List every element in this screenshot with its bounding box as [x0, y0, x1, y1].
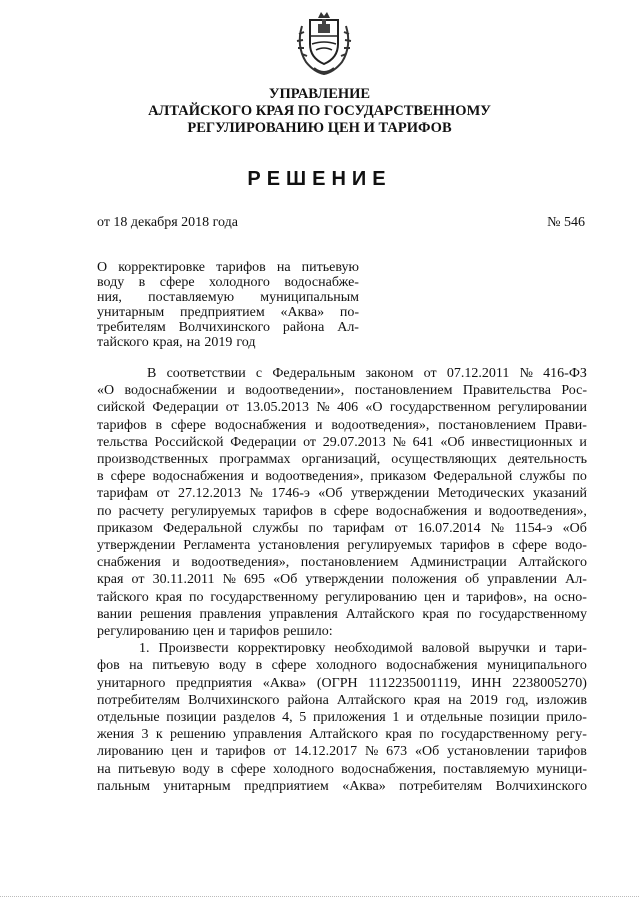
word: управлении: [487, 572, 558, 588]
body-line: [97, 417, 587, 434]
word: сфере: [159, 275, 195, 290]
word: по-: [339, 305, 359, 320]
word: об: [465, 572, 480, 588]
word: №: [222, 572, 236, 588]
word: водоснабже-: [284, 275, 359, 290]
document-date: от 18 декабря 2018 года: [97, 215, 238, 230]
word: холодного: [209, 275, 270, 290]
word: Волчихинского: [178, 320, 270, 335]
word: от: [225, 400, 239, 416]
word: и: [250, 469, 259, 485]
word: холодного: [273, 761, 334, 777]
word: водоотведения»,: [331, 417, 430, 433]
word: предприятием: [180, 305, 265, 320]
word: в: [155, 417, 163, 433]
word: Ал-: [565, 572, 587, 588]
word: 641: [412, 434, 434, 450]
word: унитарного: [97, 675, 166, 691]
page-bottom-rule: [0, 896, 639, 897]
word: к: [155, 727, 163, 743]
word: водоотведении»,: [245, 383, 345, 399]
word: сфере: [110, 469, 146, 485]
word: 2019: [469, 692, 498, 708]
word: №: [316, 400, 330, 416]
word: год: [236, 335, 256, 350]
word: муниципальным: [260, 290, 359, 305]
word: по: [572, 469, 587, 485]
agency-line: АЛТАЙСКОГО КРАЯ ПО ГОСУДАРСТВЕННОМУ: [148, 103, 491, 119]
word: 406: [337, 400, 359, 416]
word: от: [273, 744, 287, 760]
word: деятельность: [507, 452, 587, 468]
word: положения: [391, 572, 457, 588]
word: водоотведения»,: [265, 469, 364, 485]
word: края: [155, 589, 183, 605]
word: муници-: [536, 761, 587, 777]
word: Федерации: [152, 400, 219, 416]
word: Российской: [154, 434, 224, 450]
word: водоотведения»,: [191, 555, 290, 571]
word: в: [497, 538, 505, 554]
word: 2238005270): [512, 675, 587, 691]
document-subject: [97, 260, 359, 350]
word: установления: [258, 538, 340, 554]
word: постановлением: [354, 383, 453, 399]
body-line: [97, 675, 587, 692]
word: 695: [244, 572, 266, 588]
word: цен: [171, 744, 193, 760]
word: «Об: [273, 572, 298, 588]
word: по: [97, 503, 112, 519]
word: корректировке: [118, 260, 206, 275]
word: позиции: [166, 710, 217, 726]
word: тарифов: [229, 624, 280, 640]
word: по: [188, 589, 204, 605]
word: района: [282, 320, 325, 335]
word: тарифам: [333, 520, 385, 536]
word: водоснабжения: [386, 658, 478, 674]
word: цен: [192, 624, 215, 640]
word: необходимой: [334, 641, 413, 657]
body-line: [97, 485, 587, 502]
coat-of-arms-emblem: [292, 6, 356, 76]
word: вании: [97, 606, 133, 622]
word: сийской: [97, 400, 145, 416]
word: Методических: [437, 486, 525, 502]
word: 13.05.2013: [246, 400, 310, 416]
word: регулировании: [498, 400, 587, 416]
word: «Об: [415, 744, 440, 760]
body-line: [97, 589, 587, 606]
word: воду: [182, 761, 210, 777]
word: сфере: [333, 503, 369, 519]
word: Ал-: [337, 320, 359, 335]
word: выручки: [478, 641, 530, 657]
word: приказом: [97, 520, 153, 536]
word: расчету: [118, 503, 164, 519]
word: решению: [170, 727, 226, 743]
word: Произвести: [158, 641, 229, 657]
word: от: [303, 434, 316, 450]
word: по: [308, 520, 324, 536]
body-line: [97, 761, 587, 778]
word: холодного: [315, 658, 377, 674]
word: тарифов: [440, 538, 490, 554]
word: утверждении: [350, 486, 430, 502]
word: соответствии: [166, 366, 246, 381]
word: тайского: [97, 335, 149, 350]
word: тарифов: [537, 744, 587, 760]
word: потребителям: [399, 778, 483, 794]
word: в: [217, 761, 224, 777]
word: ИНН: [471, 675, 502, 691]
body-line: [97, 468, 587, 485]
word: тайского: [97, 589, 149, 605]
word: унитарным: [163, 778, 231, 794]
body-line: [97, 365, 587, 382]
word: питьевую: [152, 658, 210, 674]
word: государственному: [479, 606, 587, 622]
word: Волчихинского: [188, 692, 280, 708]
word: воду: [218, 658, 247, 674]
word: регулированию: [325, 589, 418, 605]
subject-line: [97, 290, 359, 305]
word: 29.07.2013: [322, 434, 386, 450]
word: водоснабжения: [152, 469, 244, 485]
word: в: [319, 503, 327, 519]
word: сфере: [230, 761, 266, 777]
word: «Об: [562, 520, 587, 536]
word: корректировку: [237, 641, 326, 657]
word: «Аква»: [280, 305, 325, 320]
word: Федеральным: [272, 366, 356, 381]
word: регулируемых: [171, 503, 257, 519]
word: позиции: [489, 710, 540, 726]
word: на: [186, 335, 201, 350]
word: тарифов: [97, 417, 147, 433]
agency-name: [0, 86, 639, 137]
word: год,: [505, 692, 529, 708]
subject-line: [97, 275, 359, 290]
word: №: [249, 486, 263, 502]
word: Прави-: [544, 417, 587, 433]
word: №: [519, 366, 533, 381]
word: законом: [365, 366, 414, 381]
word: отдельные: [97, 710, 160, 726]
word: управления: [233, 727, 302, 743]
word: управления: [269, 606, 338, 622]
word: организаций,: [301, 452, 381, 468]
word: 14.12.2017: [294, 744, 358, 760]
word: «О: [97, 383, 115, 399]
word: Администрации: [409, 555, 507, 571]
word: приложения: [312, 710, 386, 726]
word: установлении: [447, 744, 530, 760]
word: тельства: [97, 434, 148, 450]
word: края,: [152, 335, 183, 350]
word: постановлением: [300, 555, 399, 571]
word: программах: [219, 452, 291, 468]
word: воду: [97, 275, 125, 290]
document-body: [97, 365, 587, 795]
subject-line: [97, 260, 359, 275]
word: и: [452, 589, 460, 605]
word: государственному: [210, 589, 319, 605]
word: и: [218, 624, 226, 640]
subject-line: [97, 335, 359, 350]
word: потребителям: [97, 692, 181, 708]
body-line: [97, 778, 587, 795]
word: изложив: [536, 692, 587, 708]
word: тарифам: [97, 486, 149, 502]
word: тарифов: [215, 744, 266, 760]
word: водоснабжения: [375, 503, 468, 519]
word: по: [419, 727, 434, 743]
body-line: [97, 623, 587, 640]
body-line: [97, 399, 587, 416]
body-line: [97, 382, 587, 399]
word: предприятия: [175, 675, 253, 691]
word: службы: [519, 469, 566, 485]
word: тарифов: [263, 503, 313, 519]
word: 3: [141, 727, 149, 743]
word: водоснабжения: [214, 417, 307, 433]
word: от: [423, 366, 437, 381]
word: «Аква»: [262, 675, 307, 691]
word: №: [490, 520, 505, 536]
word: и: [227, 383, 235, 399]
word: водоснабжении: [124, 383, 217, 399]
word: пальным: [97, 778, 150, 794]
word: 1154-э: [514, 520, 553, 536]
subject-line: [97, 320, 359, 335]
word: 1112235001119,: [368, 675, 461, 691]
word: утверждении: [97, 538, 176, 554]
word: питьевую: [117, 761, 176, 777]
word: поставляемую: [148, 290, 235, 305]
word: регулируемых: [347, 538, 433, 554]
word: предприятием: [244, 778, 329, 794]
word: 1.: [139, 641, 150, 657]
word: отдельные: [420, 710, 483, 726]
word: на: [276, 260, 291, 275]
word: правления: [199, 606, 262, 622]
word: тарифов: [216, 260, 266, 275]
word: службы: [252, 520, 299, 536]
word: «Аква»: [342, 778, 386, 794]
document-title: РЕШЕНИЕ: [247, 168, 392, 190]
word: решило:: [283, 624, 333, 640]
word: постановлением: [438, 417, 536, 433]
word: Федерации: [230, 434, 297, 450]
word: 16.07.2014: [417, 520, 481, 536]
word: от: [156, 486, 170, 502]
word: «О: [365, 400, 383, 416]
word: 4,: [282, 710, 293, 726]
body-line: [97, 657, 587, 674]
word: края: [413, 692, 441, 708]
word: с: [255, 366, 263, 381]
word: Федеральной: [163, 520, 243, 536]
word: края: [385, 727, 412, 743]
word: Волчихинского: [495, 778, 587, 794]
body-line: [97, 503, 587, 520]
word: и: [579, 434, 587, 450]
word: цен: [424, 589, 446, 605]
word: края: [422, 606, 449, 622]
word: 07.12.2011: [446, 366, 510, 381]
body-line: [97, 554, 587, 571]
word: №: [364, 744, 379, 760]
agency-line: РЕГУЛИРОВАНИЮ ЦЕН И ТАРИФОВ: [187, 120, 452, 136]
word: Федеральной: [433, 469, 513, 485]
body-line: [97, 709, 587, 726]
word: края: [97, 572, 124, 588]
word: лированию: [97, 744, 164, 760]
word: 2019: [204, 335, 233, 350]
word: и: [172, 555, 180, 571]
word: инвестиционных: [471, 434, 573, 450]
word: муниципального: [486, 658, 587, 674]
agency-line: УПРАВЛЕНИЕ: [268, 86, 371, 102]
word: указаний: [532, 486, 587, 502]
word: прило-: [546, 710, 587, 726]
word: жения: [97, 727, 135, 743]
body-line: [97, 537, 587, 554]
word: на: [533, 589, 548, 605]
body-line: [97, 434, 587, 451]
word: водо-: [555, 538, 587, 554]
word: по: [456, 606, 472, 622]
word: приказом: [370, 469, 427, 485]
word: 30.11.2011: [152, 572, 215, 588]
word: поставляемую: [443, 761, 530, 777]
body-line: [97, 692, 587, 709]
word: (ОГРН: [316, 675, 358, 691]
body-line: [97, 451, 587, 468]
body-line: [97, 520, 587, 537]
word: питьевую: [301, 260, 359, 275]
word: снабжения: [97, 555, 161, 571]
word: требителям: [97, 320, 166, 335]
word: валовой: [421, 641, 470, 657]
word: и: [406, 710, 414, 726]
word: на: [448, 692, 462, 708]
body-line: [97, 726, 587, 743]
word: тари-: [555, 641, 587, 657]
body-line: [97, 606, 587, 623]
subject-line: [97, 305, 359, 320]
word: Рос-: [561, 383, 587, 399]
word: района: [287, 692, 329, 708]
word: производственных: [97, 452, 209, 468]
word: и: [200, 744, 208, 760]
word: В: [147, 366, 157, 381]
word: 5: [299, 710, 307, 726]
word: 27.12.2013: [177, 486, 241, 502]
word: 1: [392, 710, 400, 726]
word: от: [131, 572, 145, 588]
word: регулированию: [97, 624, 189, 640]
word: регу-: [556, 727, 587, 743]
word: 416-ФЗ: [543, 366, 587, 381]
word: сфере: [171, 417, 206, 433]
word: государственному: [441, 727, 549, 743]
word: Алтайского: [518, 555, 587, 571]
word: Алтайского: [345, 606, 415, 622]
body-line: [97, 743, 587, 760]
word: и: [538, 641, 547, 657]
word: ния,: [97, 290, 122, 305]
document-number: № 546: [547, 215, 585, 230]
word: сфере: [271, 658, 307, 674]
word: в: [255, 658, 263, 674]
word: «Об: [318, 486, 343, 502]
word: водоснабжения,: [341, 761, 437, 777]
word: сфере: [512, 538, 548, 554]
word: водоотведения»,: [488, 503, 587, 519]
body-line: [97, 640, 587, 657]
word: «Об: [440, 434, 465, 450]
body-line: [97, 571, 587, 588]
word: Алтайского: [309, 727, 378, 743]
word: и: [315, 417, 323, 433]
word: осуществляющих: [391, 452, 497, 468]
word: утверждении: [305, 572, 384, 588]
word: решения: [139, 606, 192, 622]
word: тарифов»,: [466, 589, 527, 605]
word: в: [138, 275, 146, 290]
word: на: [129, 658, 143, 674]
word: Регламента: [183, 538, 251, 554]
word: от: [394, 520, 408, 536]
word: О: [97, 260, 108, 275]
word: Правительства: [462, 383, 551, 399]
word: и: [474, 503, 482, 519]
word: Алтайского: [336, 692, 406, 708]
word: разделов: [222, 710, 276, 726]
word: на: [97, 761, 111, 777]
word: 673: [386, 744, 408, 760]
word: в: [97, 469, 104, 485]
word: 1746-э: [271, 486, 310, 502]
word: государственном: [389, 400, 491, 416]
word: унитарным: [97, 305, 165, 320]
word: №: [392, 434, 406, 450]
word: фов: [97, 658, 120, 674]
word: осно-: [554, 589, 587, 605]
